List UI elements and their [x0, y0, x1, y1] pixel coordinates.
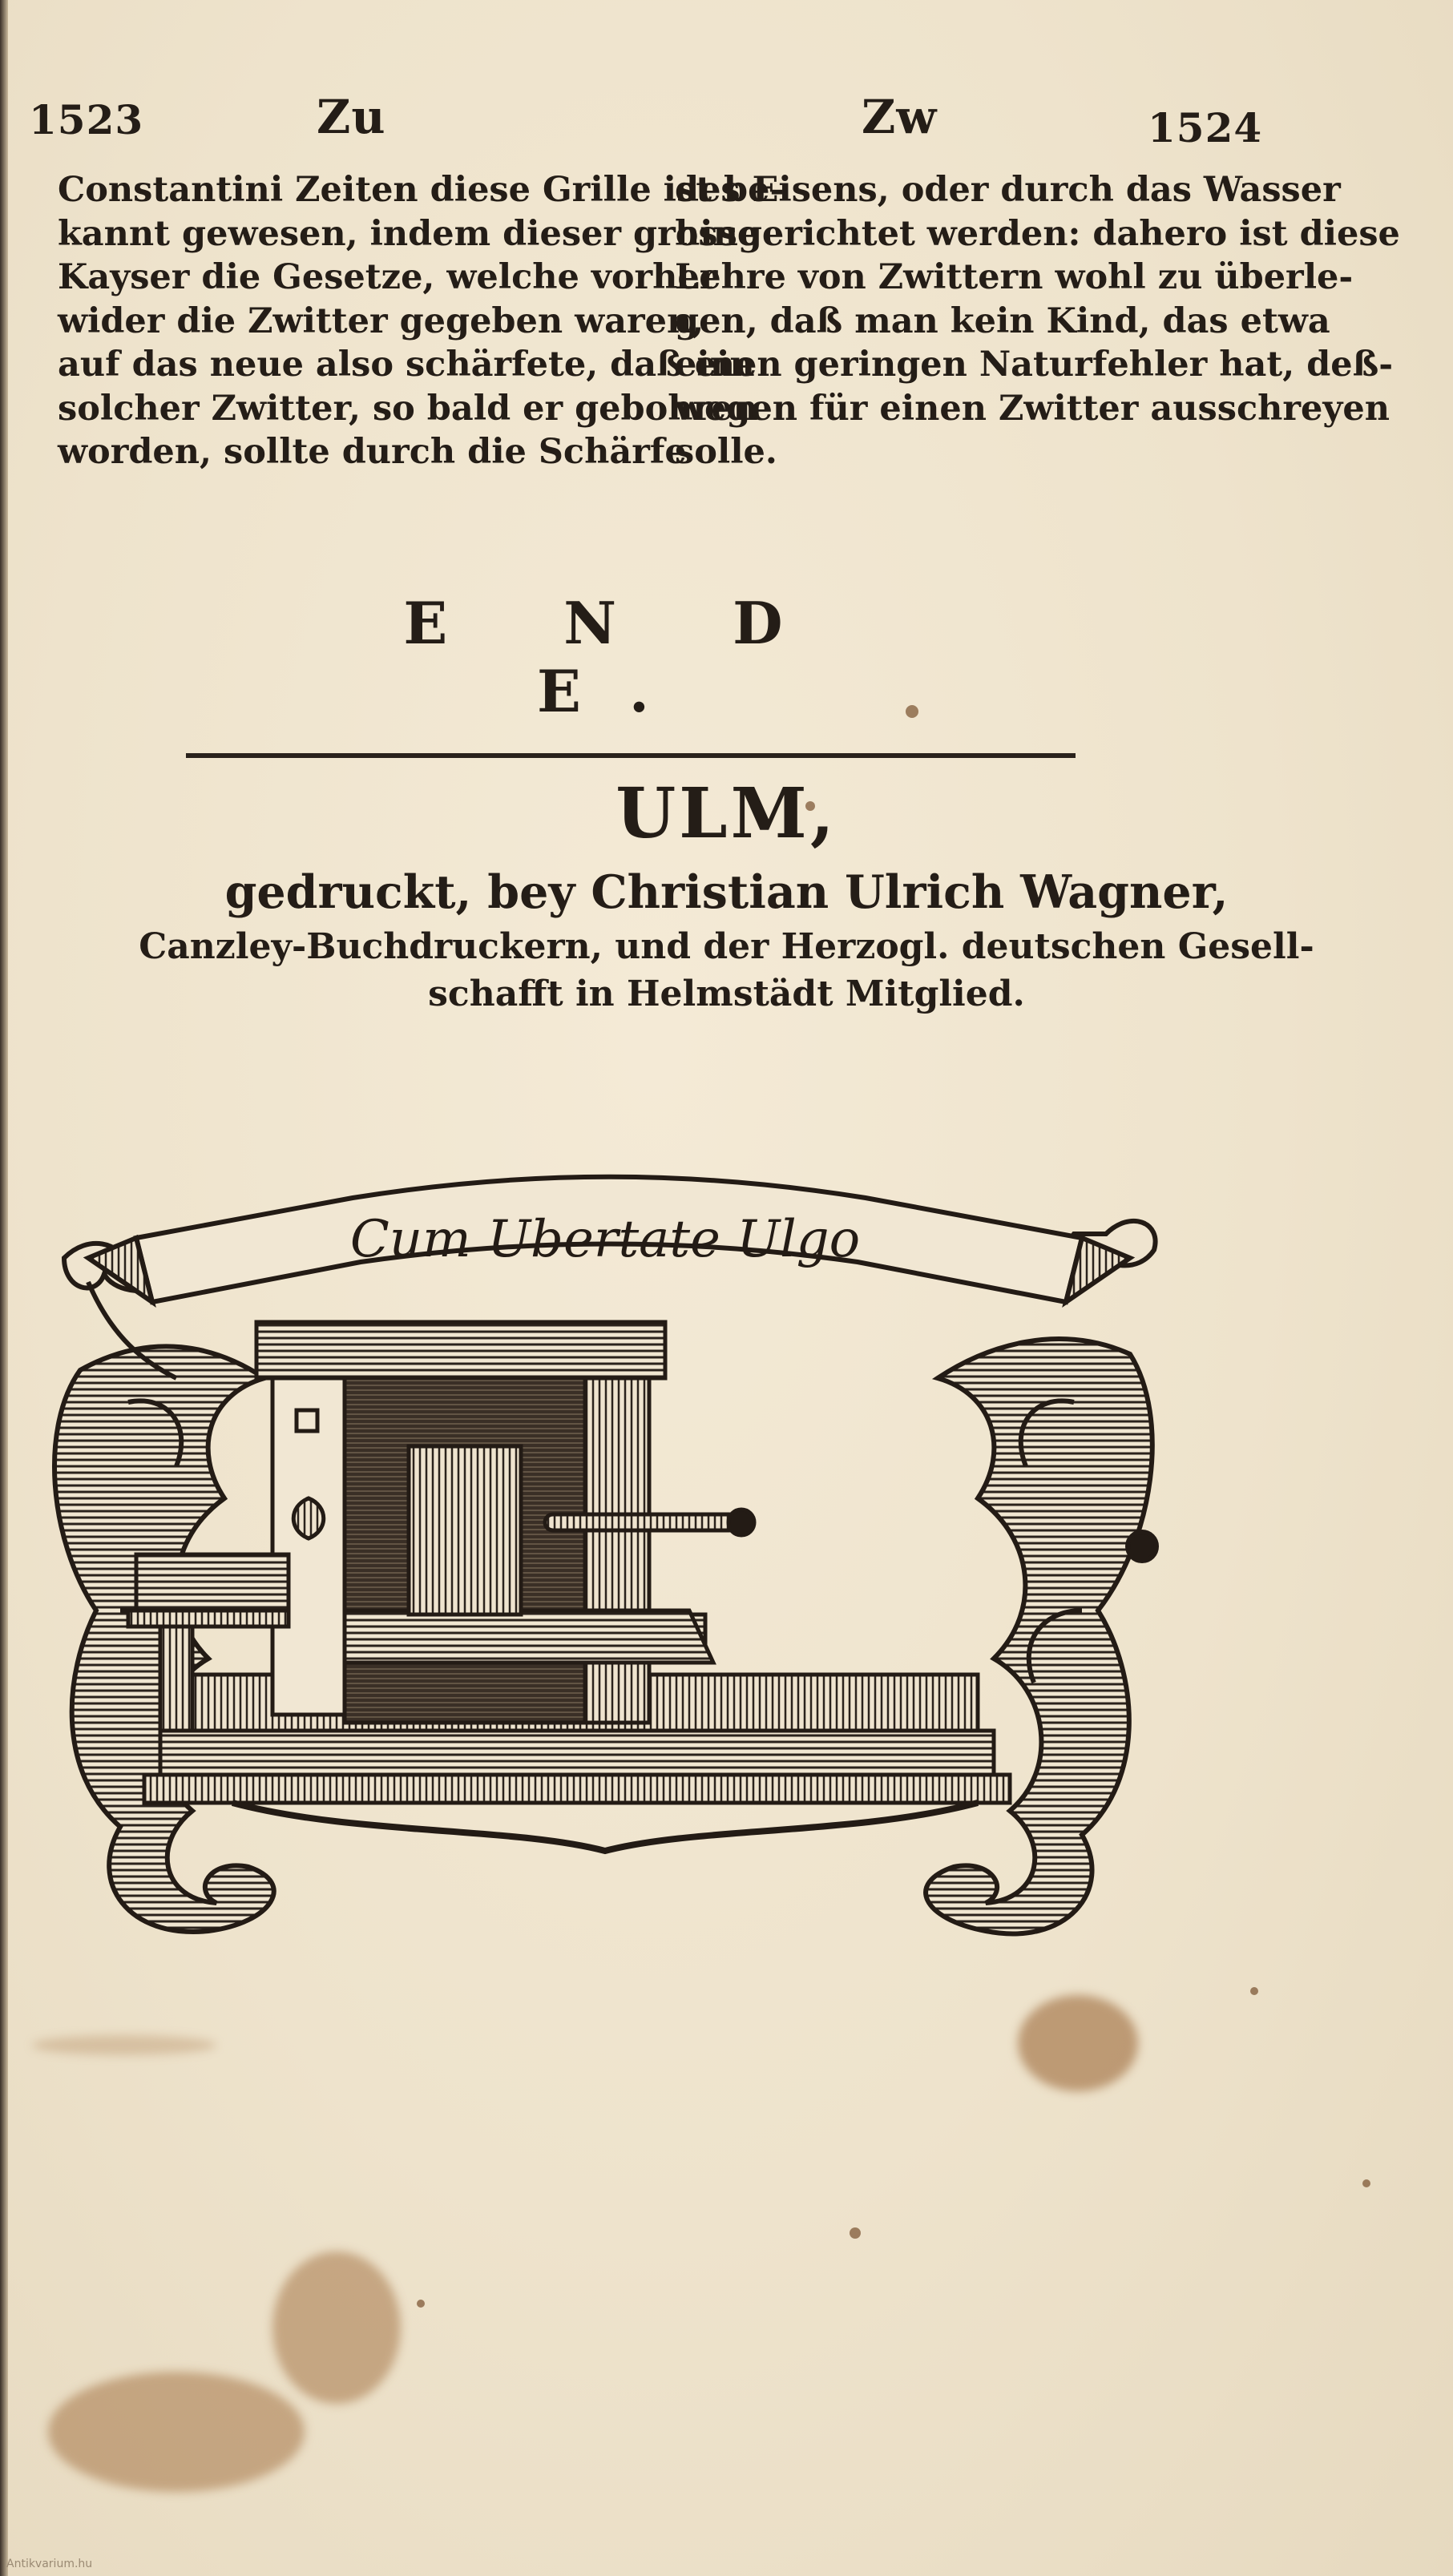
text-line: hingerichtet werden: dahero ist diese	[675, 213, 1400, 254]
page-number-left: 1523	[29, 96, 144, 143]
watermark-text: Antikvarium.hu	[6, 2558, 93, 2570]
text-line: auf das neue also schärfete, daß ein	[58, 345, 755, 385]
foxing-stain	[48, 2372, 305, 2492]
page-edge-shadow	[0, 0, 8, 2576]
foxing-speck	[850, 2227, 861, 2239]
printing-press	[128, 1322, 1010, 1803]
foxing-speck	[906, 705, 918, 718]
foxing-speck	[417, 2300, 425, 2308]
foxing-stain	[32, 2035, 216, 2055]
acanthus-scroll-right-icon	[926, 1221, 1156, 1934]
text-line: wider die Zwitter gegeben waren,	[58, 300, 704, 341]
printing-press-woodcut-icon	[32, 1162, 1178, 2027]
text-line: solcher Zwitter, so bald er gebohren	[58, 388, 758, 429]
text-line: des Eisens, oder durch das Wasser	[675, 170, 1341, 210]
text-line: wegen für einen Zwitter ausschreyen	[675, 388, 1390, 429]
foxing-speck	[1250, 1987, 1258, 1995]
emblem-motto: Cum Ubertate Ulgo	[349, 1210, 861, 1269]
page-number-right: 1524	[1148, 104, 1263, 151]
text-line: Lehre von Zwittern wohl zu überle-	[675, 257, 1354, 297]
imprint-printer: gedruckt, bey Christian Ulrich Wagner,	[224, 865, 1229, 919]
imprint-city: ULM,	[616, 773, 837, 854]
foxing-speck	[1362, 2179, 1370, 2187]
text-line: kannt gewesen, indem dieser grosse	[58, 213, 760, 254]
imprint-membership: schafft in Helmstädt Mitglied.	[428, 974, 1025, 1014]
text-line: worden, sollte durch die Schärfe	[58, 432, 687, 472]
text-line: gen, daß man kein Kind, das etwa	[675, 300, 1330, 341]
imprint-office: Canzley-Buchdruckern, und der Herzogl. deutschen Gesell-	[139, 926, 1314, 967]
text-line: einen geringen Naturfehler hat, deß-	[675, 345, 1394, 385]
ende-heading: E N D E.	[403, 589, 831, 725]
horizontal-rule	[186, 753, 1076, 758]
running-head-left: Zu	[317, 90, 386, 144]
foxing-stain	[272, 2251, 401, 2404]
running-head-right: Zw	[862, 90, 938, 144]
text-line: solle.	[675, 432, 777, 472]
text-line: Kayser die Gesetze, welche vorher	[58, 257, 718, 297]
text-column-right	[675, 168, 1400, 474]
text-line: Constantini Zeiten diese Grille ist be-	[58, 170, 785, 210]
